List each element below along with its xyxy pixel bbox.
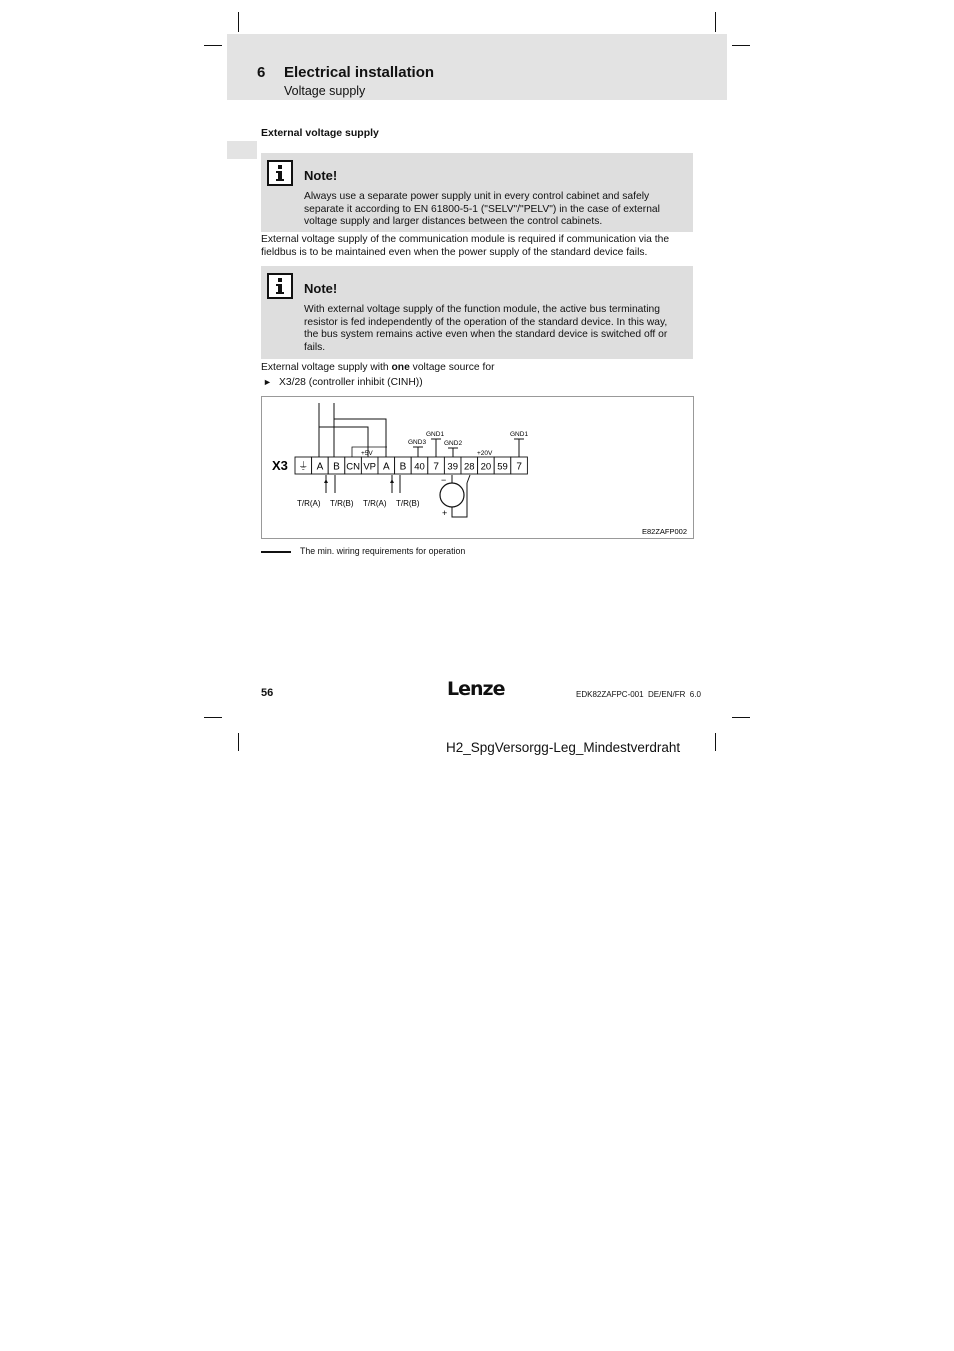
terminal-label: 59 xyxy=(497,461,508,473)
terminal-label: B xyxy=(399,461,407,473)
voltage-label: +20V xyxy=(477,450,493,457)
bullet-marker: ► xyxy=(263,377,272,387)
polarity-label: − xyxy=(441,475,447,485)
paragraph-emphasis: one xyxy=(391,362,410,373)
info-icon xyxy=(267,273,293,299)
bus-label: T/R(B) xyxy=(330,499,354,508)
crop-mark xyxy=(204,45,222,46)
document-reference: EDK82ZAFPC-001 DE/EN/FR 6.0 xyxy=(576,690,701,699)
note-body: Always use a separate power supply unit in every control cabinet and safely separate it according to EN 61800-5-1 ("SELV"/"PELV") in the case of external voltage supply and larger distances between the control cabinets. xyxy=(304,191,660,228)
terminal-label: 28 xyxy=(464,461,475,473)
crop-mark xyxy=(732,717,750,718)
crop-mark xyxy=(715,12,716,32)
connector-label: X3 xyxy=(272,458,288,473)
chapter-subtitle: Voltage supply xyxy=(284,84,366,98)
legend-text: The min. wiring requirements for operation xyxy=(300,546,466,556)
crop-mark xyxy=(732,45,750,46)
ground-label: GND3 xyxy=(408,439,427,446)
crop-mark xyxy=(204,717,222,718)
wiring-diagram xyxy=(261,396,694,539)
polarity-label: + xyxy=(442,508,448,518)
paragraph-text: External voltage supply with xyxy=(261,362,392,373)
crop-mark xyxy=(715,733,716,751)
terminal-label: 39 xyxy=(447,461,458,473)
voltage-label: +5V xyxy=(361,450,373,457)
note-title: Note! xyxy=(304,281,338,296)
note-body: With external voltage supply of the function module, the active bus terminating resistor is fed independently of the operation of the standard device. In this way, the bus system remains active even when the standard device is switched off or fails. xyxy=(304,304,668,353)
crop-mark xyxy=(238,12,239,32)
terminal-label: CN xyxy=(346,461,360,473)
crop-mark xyxy=(238,733,239,751)
terminal-label: A xyxy=(382,461,390,473)
legend-line xyxy=(261,551,291,553)
note-box xyxy=(261,153,693,232)
terminal-label: 7 xyxy=(516,461,522,473)
chapter-number: 6 xyxy=(257,64,266,81)
paragraph: External voltage supply of the communication module is required if communication via the fieldbus is to be maintained even when the power supply of the standard device fails. xyxy=(261,234,670,258)
figure-code: E82ZAFP002 xyxy=(642,527,688,536)
note-title: Note! xyxy=(304,168,338,183)
ground-label: GND1 xyxy=(426,431,445,438)
side-tab xyxy=(227,141,257,159)
bullet-text: X3/28 (controller inhibit (CINH)) xyxy=(279,377,423,388)
note-box xyxy=(261,266,693,359)
bus-label: T/R(B) xyxy=(396,499,420,508)
page-number: 56 xyxy=(261,687,274,699)
info-icon xyxy=(267,160,293,186)
terminal-label: 7 xyxy=(433,461,439,473)
bus-label: T/R(A) xyxy=(297,499,321,508)
terminal-strip xyxy=(295,457,527,474)
paragraph xyxy=(261,362,696,375)
terminal-label: VP xyxy=(363,461,377,473)
terminal-label: A xyxy=(316,461,324,473)
terminal-label: ⏚ xyxy=(298,461,309,473)
section-title: External voltage supply xyxy=(261,127,379,139)
voltage-source-symbol xyxy=(440,483,464,507)
chapter-title: Electrical installation xyxy=(284,64,435,81)
ground-label: GND1 xyxy=(510,431,529,438)
file-label: H2_SpgVersorgg-Leg_Mindestverdraht xyxy=(446,740,681,755)
ground-label: GND2 xyxy=(444,440,463,447)
terminal-label: B xyxy=(333,461,340,473)
terminal-label: 40 xyxy=(414,461,425,473)
bullet-item xyxy=(263,377,423,388)
paragraph-text: voltage source for xyxy=(409,362,495,373)
brand-logo: Lenze xyxy=(447,678,505,700)
bus-label: T/R(A) xyxy=(363,499,387,508)
terminal-label: 20 xyxy=(480,461,492,473)
